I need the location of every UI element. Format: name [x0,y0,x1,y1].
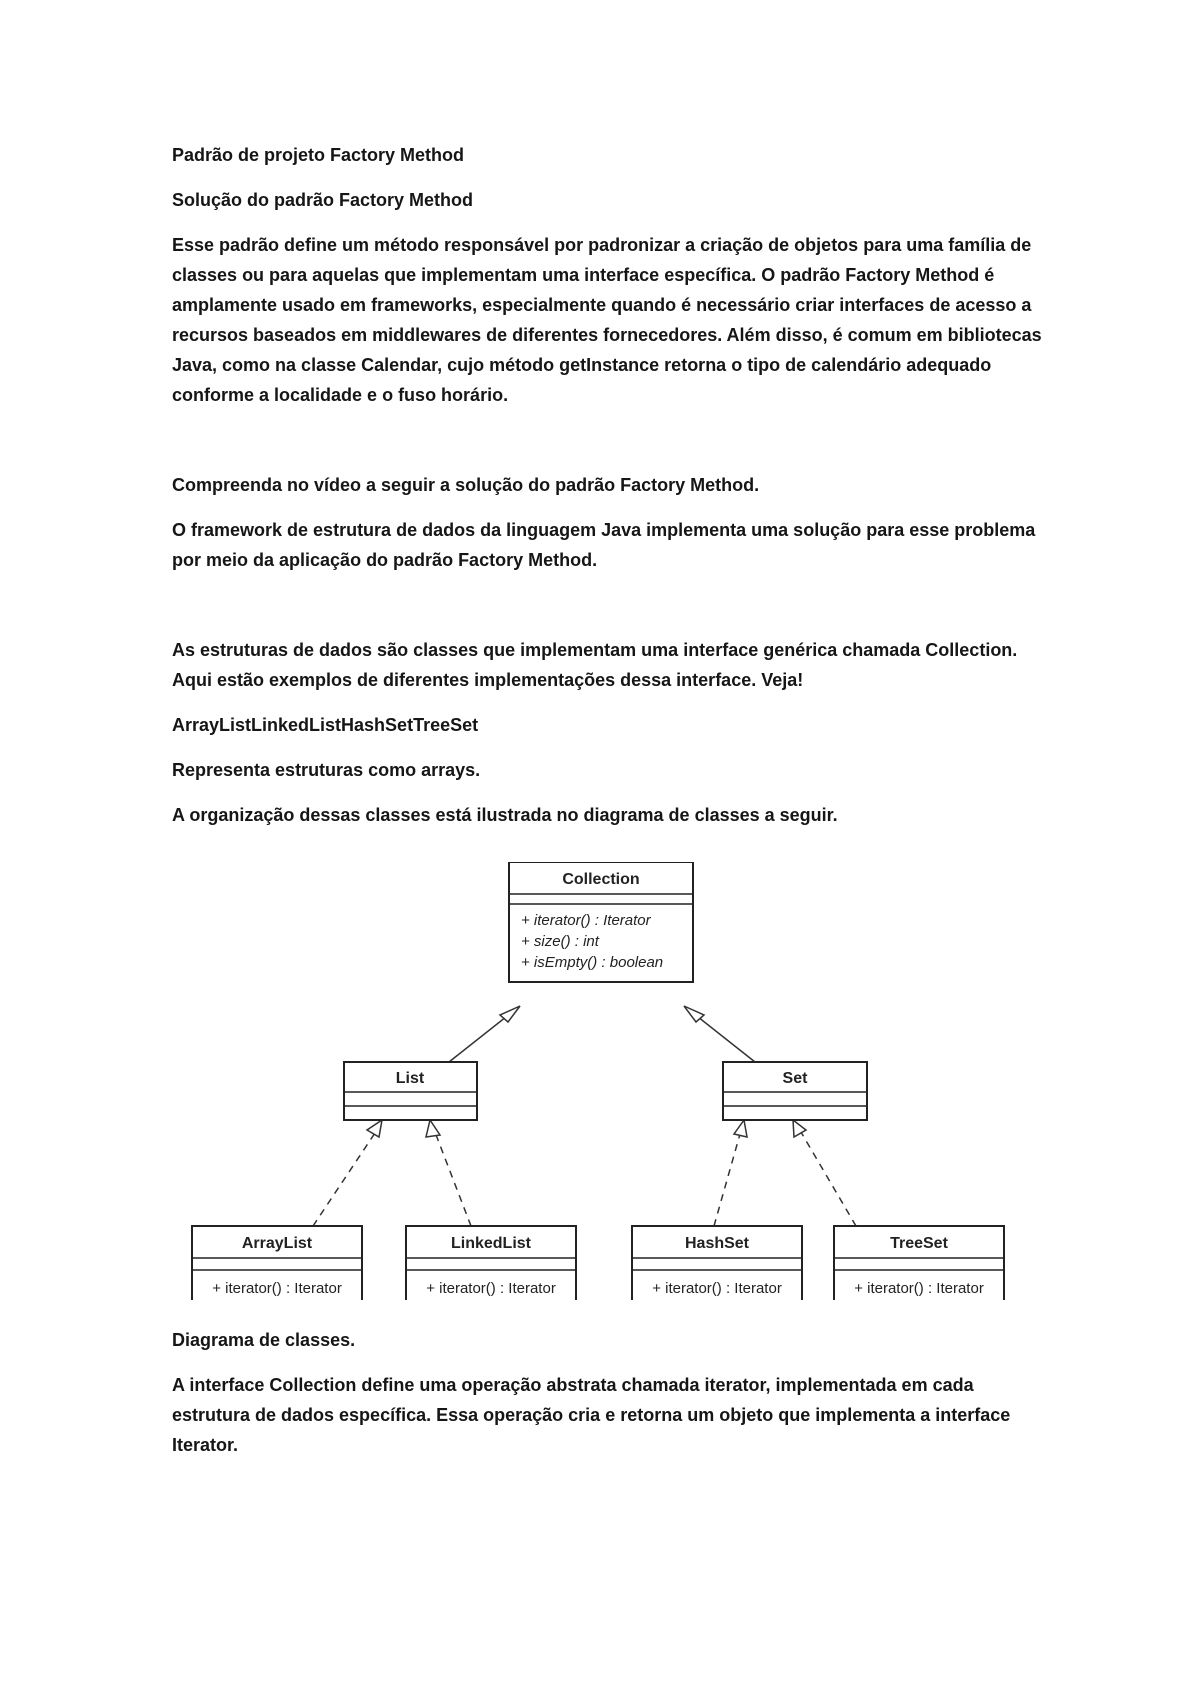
treeset-arrowhead-icon [793,1120,806,1137]
collection-method-isempty: + isEmpty() : boolean [521,954,664,971]
paragraph-definition: Esse padrão define um método responsável por padronizar a criação de objetos para uma família de classes ou para aquelas que implementam uma interface específica. O padrão Factory Method é amplamente usado em frameworks, especialmente quando é necessário criar interfaces de acesso a recursos baseados em middlewares de diferentes fornecedores. Além disso, é comum em bibliotecas Java, como na classe Calendar, cujo método getInstance retorna o tipo de calendário adequado conforme a localidade e o fuso horário. [172,235,1042,405]
arraylist-class-name: ArrayList [241,1235,313,1252]
paragraph-collections: As estruturas de dados são classes que implementam uma interface genérica chamada Collection. Aqui estão exemplos de diferentes implementações dessa interface. Veja! [172,640,1018,690]
caption-section [172,1325,1042,1475]
list-class-name: List [395,1070,425,1087]
collection-method-size: + size() : int [521,933,599,950]
treeset-method: + iterator() : Iterator [854,1280,984,1297]
collection-method-iterator: + iterator() : Iterator [521,912,651,929]
set-class-name: Set [782,1070,808,1087]
represents-text: Representa estruturas como arrays. [172,760,481,780]
hashset-class-name: HashSet [684,1235,750,1252]
section-subtitle: Solução do padrão Factory Method [172,190,474,210]
document-title: Padrão de projeto Factory Method [172,145,465,165]
linkedlist-arrowhead-icon [426,1120,440,1137]
list-to-collection-line [449,1013,511,1062]
arraylist-arrowhead-icon [367,1120,382,1137]
set-class-box [723,1062,867,1120]
linkedlist-class-name: LinkedList [450,1235,532,1252]
arraylist-method: + iterator() : Iterator [212,1280,342,1297]
treeset-class-box [834,1226,1004,1300]
realization-lines [313,1127,856,1226]
class-diagram-svg [186,862,1021,1300]
hashset-arrowhead-icon [734,1120,747,1137]
treeset-to-set-line [798,1127,856,1226]
collection-class-name: Collection [562,871,640,888]
video-text: Compreenda no vídeo a seguir a solução do padrão Factory Method. [172,475,760,495]
realization-arrowheads [367,1120,806,1137]
diagram-caption: Diagrama de classes. [172,1330,356,1350]
hashset-to-set-line [714,1127,742,1226]
implementations-tabs-text: ArrayListLinkedListHashSetTreeSet [172,715,479,735]
inheritance-arrowheads [500,1006,704,1022]
paragraph-iterator: A interface Collection define uma operação abstrata chamada iterator, implementada em cada estrutura de dados específica. Essa operação cria e retorna um objeto que implementa a interface Iterator. [172,1375,1011,1455]
collection-class-box [509,862,693,982]
list-class-box [344,1062,477,1120]
linkedlist-method: + iterator() : Iterator [426,1280,556,1297]
paragraph-framework: O framework de estrutura de dados da linguagem Java implementa uma solução para esse problema por meio da aplicação do padrão Factory Method. [172,520,1036,570]
class-diagram [186,862,1021,1300]
diagram-intro: A organização dessas classes está ilustrada no diagrama de classes a seguir. [172,805,838,825]
linkedlist-to-list-line [433,1127,471,1226]
document-body [172,140,1042,845]
arraylist-class-box [192,1226,362,1300]
arraylist-to-list-line [313,1127,379,1226]
hashset-method: + iterator() : Iterator [652,1280,782,1297]
inheritance-lines [449,1013,755,1062]
hashset-class-box [632,1226,802,1300]
treeset-class-name: TreeSet [890,1235,948,1252]
linkedlist-class-box [406,1226,576,1300]
set-to-collection-line [693,1013,755,1062]
